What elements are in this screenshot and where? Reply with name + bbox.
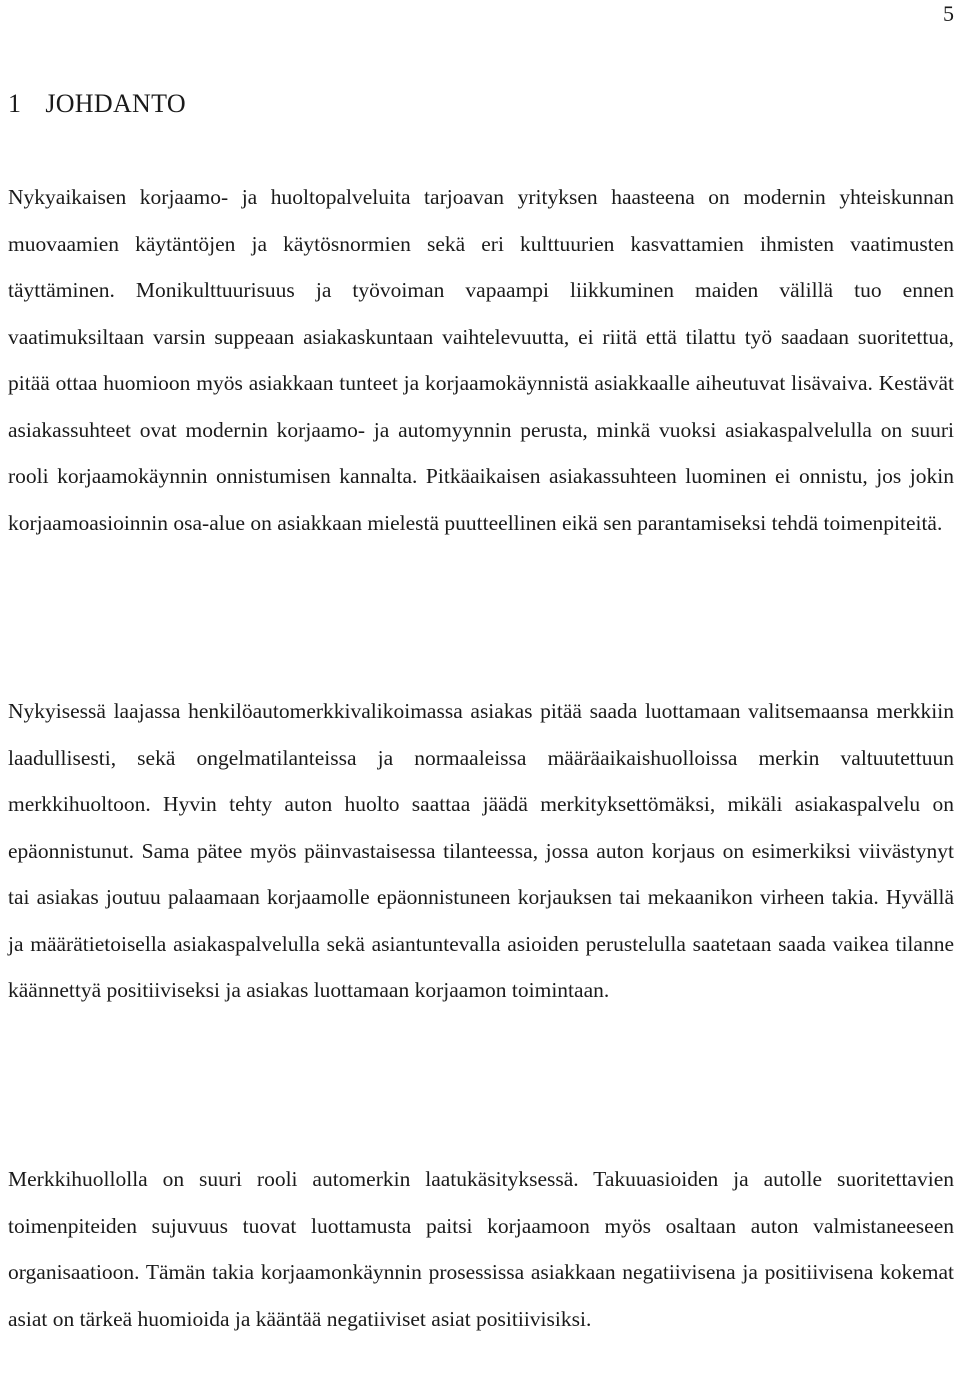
paragraph-2: Nykyisessä laajassa henkilöautomerkkivalikoimassa asiakas pitää saada luottamaan valitsemaansa merkkiin laadullisesti, sekä ongelmatilanteissa ja normaaleissa määräaikaishuolloissa merkin valtuutettuun merkkihuoltoon. Hyvin tehty auton huolto saattaa jäädä merkityksettömäksi, mikäli asiakaspalvelu on epäonnistunut. Sama pätee myös päinvastaisessa tilanteessa, jossa auton korjaus on esimerkiksi viivästynyt tai asiakas joutuu palaamaan korjaamolle epäonnistuneen korjauksen tai mekaanikon virheen takia. Hyvällä ja määrätietoisella asiakaspalvelulla sekä asiantuntevalla asioiden perustelulla saatetaan saada vaikea tilanne käännettyä positiiviseksi ja asiakas luottamaan korjaamon toimintaan. (8, 699, 954, 1002)
section-number: 1 (8, 89, 22, 118)
section-heading (8, 88, 186, 120)
paragraph-3: Merkkihuollolla on suuri rooli automerkin laatukäsityksessä. Takuuasioiden ja autolle suoritettavien toimenpiteiden sujuvuus tuovat luottamusta paitsi korjaamoon myös osaltaan auton valmistaneeseen organisaatioon. Tämän takia korjaamonkäynnin prosessissa asiakkaan negatiivisena ja positiivisena kokemat asiat on tärkeä huomioida ja kääntää negatiiviset asiat positiivisiksi. (8, 1167, 954, 1331)
paragraph-1: Nykyaikaisen korjaamo- ja huoltopalveluita tarjoavan yrityksen haasteena on modernin yhteiskunnan muovaamien käytäntöjen ja käytösnormien sekä eri kulttuurien kasvattamien ihmisten vaatimusten täyttäminen. Monikulttuurisuus ja työvoiman vapaampi liikkuminen maiden välillä tuo ennen vaatimuksiltaan varsin suppeaan asiakaskuntaan vaihtelevuutta, ei riitä että tilattu työ saadaan suoritettua, pitää ottaa huomioon myös asiakkaan tunteet ja korjaamokäynnistä asiakkaalle aiheutuvat lisävaiva. Kestävät asiakassuhteet ovat modernin korjaamo- ja automyynnin perusta, minkä vuoksi asiakaspalvelulla on suuri rooli korjaamokäynnin onnistumisen kannalta. Pitkäaikaisen asiakassuhteen luominen ei onnistu, jos jokin korjaamoasioinnin osa-alue on asiakkaan mielestä puutteellinen eikä sen parantamiseksi tehdä toimenpiteitä. (8, 185, 954, 535)
section-title: JOHDANTO (45, 89, 186, 118)
page-number: 5 (943, 1, 954, 26)
